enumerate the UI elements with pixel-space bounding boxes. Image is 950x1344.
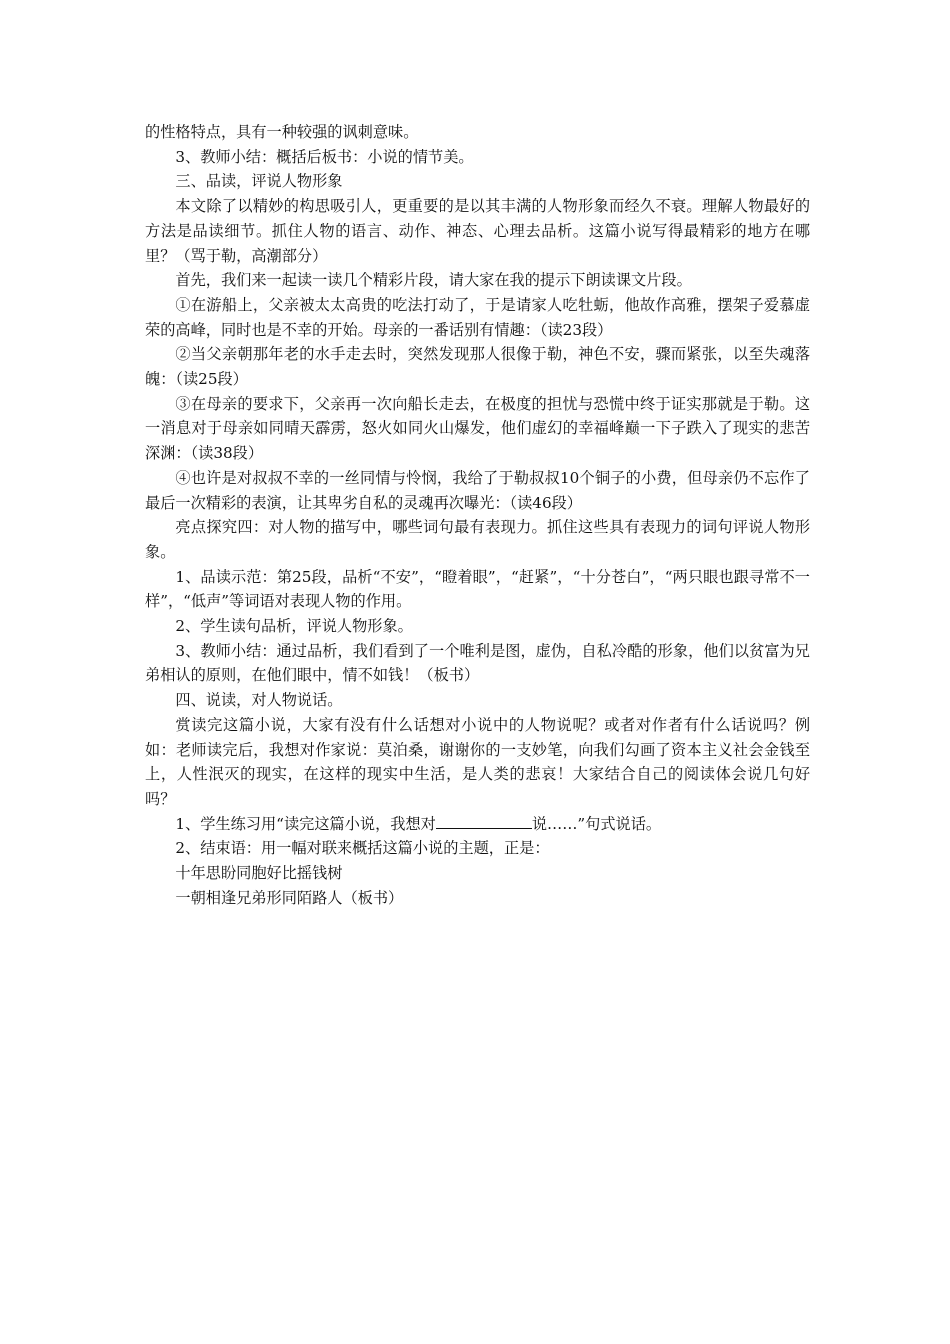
- document-body: [145, 120, 810, 911]
- paragraph: ①在游船上，父亲被太太高贵的吃法打动了，于是请家人吃牡蛎，他故作高雅，摆架子爱慕虚荣的高峰，同时也是不幸的开始。母亲的一番话别有情趣：（读23段）: [145, 295, 810, 339]
- paragraph: 首先，我们来一起读一读几个精彩片段，请大家在我的提示下朗读课文片段。: [175, 271, 692, 290]
- practice-paragraph: [145, 812, 810, 837]
- section-heading: 三、品读，评说人物形象: [175, 172, 343, 191]
- couplet-line: 一朝相逢兄弟形同陌路人（板书）: [175, 888, 404, 907]
- paragraph: ④也许是对叔叔不幸的一丝同情与怜悯，我给了于勒叔叔10个铜子的小费，但母亲仍不忘作了最后一次精彩的表演，让其卑劣自私的灵魂再次曝光：（读46段）: [145, 468, 810, 512]
- paragraph: 2、学生读句品析，评说人物形象。: [175, 617, 413, 636]
- paragraph: 2、结束语：用一幅对联来概括这篇小说的主题，正是：: [175, 839, 550, 858]
- paragraph: ②当父亲朝那年老的水手走去时，突然发现那人很像于勒，神色不安，骤而紧张，以至失魂落魄：（读25段）: [145, 345, 810, 389]
- paragraph: 1、品读示范：第25段，品析“不安”，“瞪着眼”，“赶紧”，“十分苍白”，“两只眼也跟寻常不一样”，“低声”等词语对表现人物的作用。: [145, 567, 810, 611]
- paragraph: 本文除了以精妙的构思吸引人，更重要的是以其丰满的人物形象而经久不衰。理解人物最好的方法是品读细节。抓住人物的语言、动作、神态、心理去品析。这篇小说写得最精彩的地方在哪里？（骂于勒，高潮部分）: [145, 197, 810, 265]
- section-heading: 四、说读，对人物说话。: [175, 691, 343, 710]
- paragraph: 3、教师小结：概括后板书：小说的情节美。: [175, 147, 474, 166]
- paragraph: ③在母亲的要求下，父亲再一次向船长走去，在极度的担忧与恐慌中终于证实那就是于勒。这一消息对于母亲如同晴天霹雳，怒火如同火山爆发，他们虚幻的幸福峰巅一下子跌入了现实的悲苦深渊：（读38段）: [145, 394, 810, 463]
- fill-in-blank: [436, 814, 532, 829]
- practice-text-after: 说……”句式说话。: [531, 814, 662, 833]
- couplet-line: 十年思盼同胞好比摇钱树: [175, 864, 343, 883]
- paragraph: 赏读完这篇小说，大家有没有什么话想对小说中的人物说呢？或者对作者有什么话说吗？例如：老师读完后，我想对作家说：莫泊桑，谢谢你的一支妙笔，向我们勾画了资本主义社会金钱至上，人性泯灭的现实，在这样的现实中生活，是人类的悲哀！大家结合自己的阅读体会说几句好吗？: [145, 715, 810, 808]
- practice-text-before: 1、学生练习用“读完这篇小说，我想对: [175, 814, 436, 833]
- paragraph: 的性格特点，具有一种较强的讽刺意味。: [145, 123, 419, 141]
- paragraph: 3、教师小结：通过品析，我们看到了一个唯利是图，虚伪，自私冷酷的形象，他们以贫富为兄弟相认的原则，在他们眼中，情不如钱！（板书）: [145, 641, 810, 685]
- paragraph: 亮点探究四：对人物的描写中，哪些词句最有表现力。抓住这些具有表现力的词句评说人物形象。: [145, 518, 810, 561]
